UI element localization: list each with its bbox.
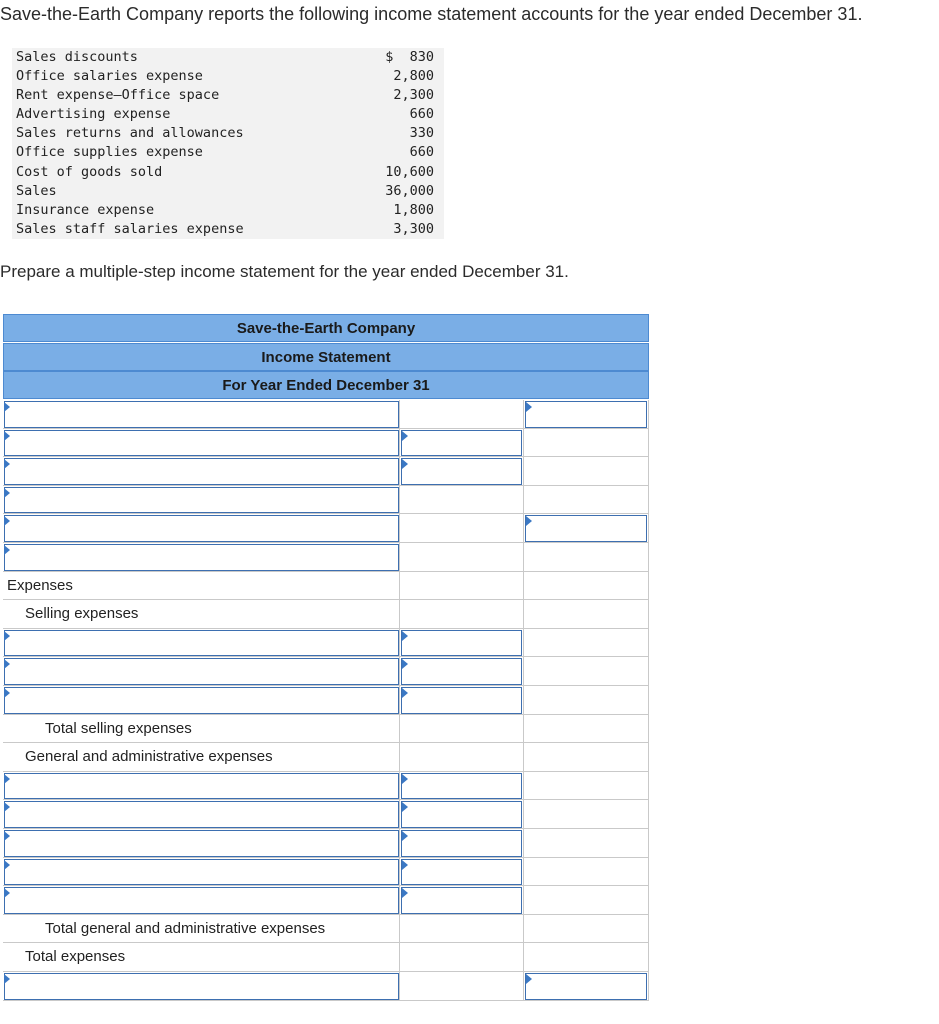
table-row <box>3 915 649 944</box>
accounts-table <box>12 48 444 239</box>
account-row <box>12 67 444 86</box>
total-cell <box>524 429 649 458</box>
total-amount-input[interactable] <box>525 973 647 1000</box>
account-label-input[interactable] <box>4 658 399 685</box>
account-amount: 660 <box>409 106 434 123</box>
account-name: Sales <box>16 182 57 199</box>
total-cell <box>524 572 649 601</box>
table-row <box>3 886 649 915</box>
total-cell <box>524 514 649 543</box>
label-cell <box>3 543 400 572</box>
amount-input[interactable] <box>401 658 522 685</box>
label-cell <box>3 600 400 629</box>
total-general-admin-label: Total general and administrative expenses <box>45 919 326 937</box>
problem-intro: Save-the-Earth Company reports the following income statement accounts for the year ended December 31. <box>0 4 863 24</box>
table-row <box>3 543 649 572</box>
total-cell <box>524 800 649 829</box>
table-row <box>3 743 649 772</box>
account-label-input[interactable] <box>4 887 399 914</box>
table-row <box>3 400 649 429</box>
table-row <box>3 858 649 887</box>
total-cell <box>524 772 649 801</box>
amount-cell <box>400 572 524 601</box>
account-label-input[interactable] <box>4 687 399 714</box>
amount-cell <box>400 457 524 486</box>
total-cell <box>524 886 649 915</box>
label-cell <box>3 514 400 543</box>
amount-cell <box>400 972 524 1001</box>
amount-cell <box>400 715 524 744</box>
amount-cell <box>400 514 524 543</box>
amount-cell <box>400 543 524 572</box>
account-label-input[interactable] <box>4 458 399 485</box>
account-label-input[interactable] <box>4 801 399 828</box>
table-row <box>3 829 649 858</box>
account-amount: 1,800 <box>393 201 434 218</box>
account-label-input[interactable] <box>4 515 399 542</box>
amount-input[interactable] <box>401 830 522 857</box>
amount-cell <box>400 829 524 858</box>
account-label-input[interactable] <box>4 430 399 457</box>
label-cell <box>3 829 400 858</box>
account-label-input[interactable] <box>4 630 399 657</box>
amount-cell <box>400 400 524 429</box>
table-row <box>3 686 649 715</box>
amount-cell <box>400 943 524 972</box>
label-cell <box>3 400 400 429</box>
account-name: Sales discounts <box>16 49 138 65</box>
amount-cell <box>400 800 524 829</box>
total-cell <box>524 915 649 944</box>
account-name: Rent expense—Office space <box>16 87 220 104</box>
account-name: Insurance expense <box>16 201 155 218</box>
amount-input[interactable] <box>401 458 522 485</box>
amount-cell <box>400 429 524 458</box>
account-name: Office salaries expense <box>16 68 203 85</box>
total-selling-label: Total selling expenses <box>45 719 192 737</box>
expenses-label: Expenses <box>7 576 73 594</box>
amount-input[interactable] <box>401 630 522 657</box>
account-name: Office supplies expense <box>16 144 203 161</box>
account-row <box>12 182 444 201</box>
label-cell <box>3 629 400 658</box>
amount-cell <box>400 858 524 887</box>
label-cell <box>3 943 400 972</box>
account-label-input[interactable] <box>4 773 399 800</box>
label-cell <box>3 572 400 601</box>
table-row <box>3 715 649 744</box>
amount-input[interactable] <box>401 801 522 828</box>
account-row <box>12 220 444 239</box>
total-cell <box>524 543 649 572</box>
total-cell <box>524 629 649 658</box>
statement-title-header: Income Statement <box>3 343 649 371</box>
total-cell <box>524 743 649 772</box>
table-row <box>3 657 649 686</box>
statement-period-header: For Year Ended December 31 <box>3 371 649 399</box>
total-cell <box>524 715 649 744</box>
label-cell <box>3 686 400 715</box>
label-cell <box>3 772 400 801</box>
account-row <box>12 105 444 124</box>
total-cell <box>524 457 649 486</box>
account-amount: 3,300 <box>393 220 434 237</box>
label-cell <box>3 457 400 486</box>
account-row <box>12 163 444 182</box>
amount-cell <box>400 886 524 915</box>
account-amount: 2,800 <box>393 68 434 85</box>
account-name: Advertising expense <box>16 106 171 123</box>
label-cell <box>3 858 400 887</box>
account-amount: 10,600 <box>385 163 434 180</box>
table-row <box>3 629 649 658</box>
amount-input[interactable] <box>401 859 522 886</box>
total-cell <box>524 943 649 972</box>
total-cell <box>524 972 649 1001</box>
label-cell <box>3 715 400 744</box>
account-row <box>12 48 444 67</box>
amount-input[interactable] <box>401 430 522 457</box>
account-amount: 330 <box>409 125 434 142</box>
account-row <box>12 124 444 143</box>
amount-input[interactable] <box>401 687 522 714</box>
account-amount: 660 <box>409 144 434 161</box>
table-row <box>3 514 649 543</box>
table-row <box>3 572 649 601</box>
amount-cell <box>400 629 524 658</box>
table-row <box>3 943 649 972</box>
amount-cell <box>400 743 524 772</box>
table-row <box>3 972 649 1001</box>
total-amount-input[interactable] <box>525 401 647 428</box>
account-label-input[interactable] <box>4 487 399 514</box>
label-cell <box>3 429 400 458</box>
account-label-input[interactable] <box>4 859 399 886</box>
account-amount: 36,000 <box>385 182 434 199</box>
account-label-input[interactable] <box>4 544 399 571</box>
account-name: Sales returns and allowances <box>16 125 244 142</box>
account-amount: 2,300 <box>393 87 434 104</box>
amount-cell <box>400 915 524 944</box>
total-expenses-label: Total expenses <box>25 948 126 966</box>
statement-company-header: Save-the-Earth Company <box>3 314 649 342</box>
amount-cell <box>400 600 524 629</box>
total-cell <box>524 657 649 686</box>
general-admin-label: General and administrative expenses <box>25 748 273 766</box>
label-cell <box>3 800 400 829</box>
account-name: Cost of goods sold <box>16 163 163 180</box>
label-cell <box>3 486 400 515</box>
total-cell <box>524 400 649 429</box>
account-label-input[interactable] <box>4 401 399 428</box>
table-row <box>3 486 649 515</box>
account-name: Sales staff salaries expense <box>16 220 244 237</box>
total-amount-input[interactable] <box>525 515 647 542</box>
account-row <box>12 201 444 220</box>
table-row <box>3 600 649 629</box>
label-cell <box>3 915 400 944</box>
table-row <box>3 772 649 801</box>
amount-cell <box>400 657 524 686</box>
instruction-text: Prepare a multiple-step income statement for the year ended December 31. <box>0 262 569 281</box>
label-cell <box>3 743 400 772</box>
label-cell <box>3 657 400 686</box>
table-row <box>3 429 649 458</box>
account-row <box>12 143 444 162</box>
amount-cell <box>400 486 524 515</box>
table-row <box>3 457 649 486</box>
total-cell <box>524 486 649 515</box>
amount-input[interactable] <box>401 773 522 800</box>
amount-cell <box>400 772 524 801</box>
label-cell <box>3 972 400 1001</box>
amount-cell <box>400 686 524 715</box>
account-label-input[interactable] <box>4 830 399 857</box>
label-cell <box>3 886 400 915</box>
total-cell <box>524 858 649 887</box>
total-cell <box>524 829 649 858</box>
table-row <box>3 800 649 829</box>
selling-expenses-label: Selling expenses <box>25 605 139 623</box>
total-cell <box>524 600 649 629</box>
amount-input[interactable] <box>401 887 522 914</box>
account-label-input[interactable] <box>4 973 399 1000</box>
account-amount: $ 830 <box>385 49 434 65</box>
total-cell <box>524 686 649 715</box>
account-row <box>12 86 444 105</box>
